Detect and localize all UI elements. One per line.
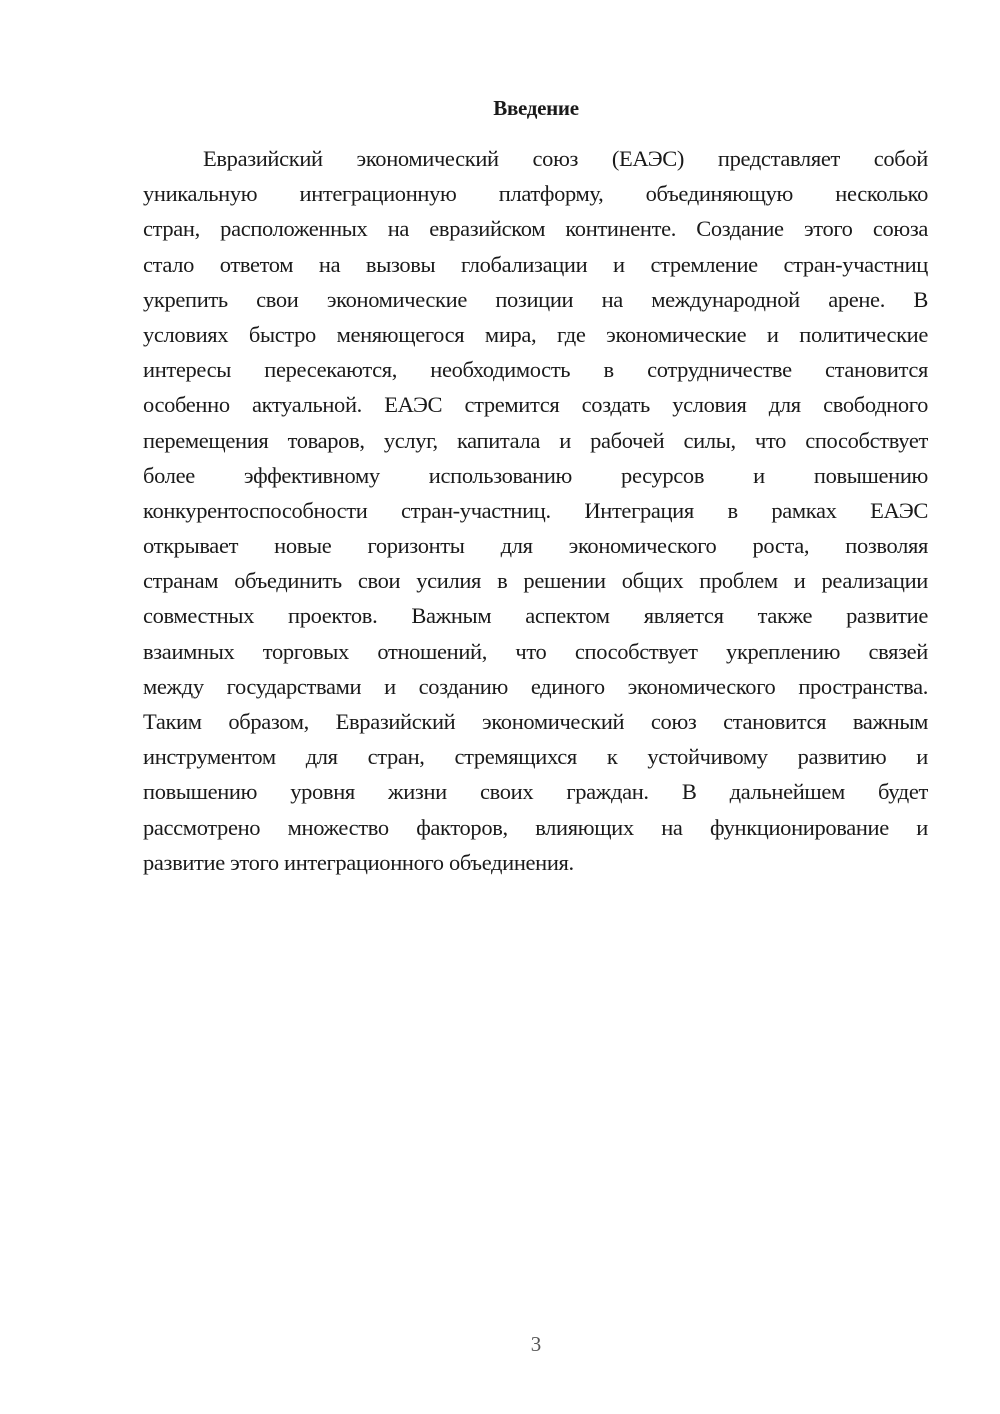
paragraph-line: Евразийский экономический союз (ЕАЭС) представляет собой	[203, 146, 928, 171]
paragraph-line: рассмотрено множество факторов, влияющих на функционирование и	[143, 814, 928, 840]
paragraph-line: стало ответом на вызовы глобализации и стремление стран-участниц	[143, 251, 928, 277]
paragraph-line: совместных проектов. Важным аспектом является также развитие	[143, 603, 928, 629]
paragraph-line: укрепить свои экономические позиции на международной арене. В	[143, 286, 928, 312]
paragraph-line: интересы пересекаются, необходимость в сотрудничестве становится	[143, 357, 928, 383]
body-paragraph	[143, 141, 928, 880]
section-heading: Введение	[493, 96, 579, 120]
paragraph-line: стран, расположенных на евразийском континенте. Создание этого союза	[143, 216, 928, 242]
paragraph-line: конкурентоспособности стран-участниц. Интеграция в рамках ЕАЭС	[143, 497, 928, 523]
paragraph-line: взаимных торговых отношений, что способствует укреплению связей	[143, 638, 928, 664]
paragraph-line: Таким образом, Евразийский экономический союз становится важным	[143, 709, 928, 734]
paragraph-line: условиях быстро меняющегося мира, где экономические и политические	[143, 321, 928, 347]
paragraph-line: между государствами и созданию единого экономического пространства.	[143, 673, 928, 699]
paragraph-line: странам объединить свои усилия в решении общих проблем и реализации	[143, 568, 928, 594]
paragraph-line: особенно актуальной. ЕАЭС стремится создать условия для свободного	[143, 392, 928, 418]
paragraph-line: открывает новые горизонты для экономического роста, позволяя	[143, 533, 928, 559]
paragraph-line: инструментом для стран, стремящихся к устойчивому развитию и	[143, 744, 928, 770]
paragraph-line: перемещения товаров, услуг, капитала и рабочей силы, что способствует	[143, 427, 928, 453]
paragraph-line: повышению уровня жизни своих граждан. В дальнейшем будет	[143, 779, 928, 805]
paragraph-line: уникальную интеграционную платформу, объединяющую несколько	[143, 181, 928, 207]
paragraph-line: развитие этого интеграционного объединения.	[143, 849, 574, 875]
page-number: 3	[530, 1332, 542, 1356]
paragraph-line: более эффективному использованию ресурсов и повышению	[143, 462, 928, 488]
